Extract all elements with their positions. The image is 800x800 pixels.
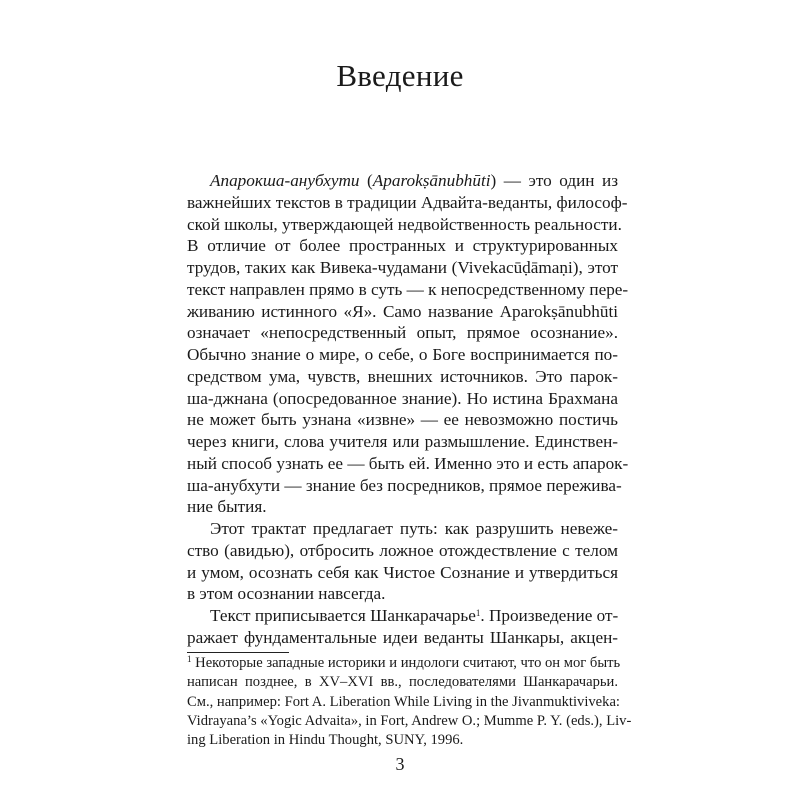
text-line [187,731,618,750]
text-run: ing Liberation in Hindu Thought, SUNY, 1996. [187,732,464,749]
text-line [187,214,622,236]
paragraph [187,518,618,605]
text-run: Некоторые западные историки и индологи считают, что он мог быть [191,655,621,671]
text-line [187,388,618,410]
text-run: ша-джнана (опосредованное знание). Но истина Брахмана [187,388,618,408]
text-run: Апарокша-анубхути [210,171,360,190]
text-line [187,301,618,323]
text-run: В отличие от более пространных и структурированных [187,236,618,256]
text-line [187,257,618,279]
text-run: Vidrayana’s «Yogic Advaita», in Fort, Andrew O.; Mumme P. Y. (eds.), Liv- [187,712,632,729]
text-run: ) — это один из [490,171,618,190]
text-run: . Произведение от- [480,606,619,625]
text-line [187,453,629,475]
text-line [187,673,618,692]
text-line [187,654,621,673]
text-run: Текст приписывается Шанкарачарье [210,606,476,625]
text-line [187,235,618,257]
text-line [187,627,618,649]
paragraph [187,170,629,518]
text-run: ние бытия. [187,497,267,517]
text-run: трудов, таких как Вивека-чудамани (Vivekacūḍāmaṇi), этот [187,258,618,277]
text-line [187,322,618,344]
text-line [187,712,632,731]
chapter-title: Введение [336,58,464,93]
text-run: Обычно знание о мире, о себе, о Боге воспринимается по- [187,345,618,364]
text-line [187,496,618,518]
text-run: написан позднее, в XV–XVI вв., последователями Шанкарачарьи. [187,674,618,691]
text-line [187,693,618,712]
text-run: ( [359,171,373,190]
text-run: ство (авидью), отбросить ложное отождествление с телом [187,540,618,560]
text-line [187,192,628,214]
text-line [187,562,618,584]
text-run: означает «непосредственный опыт, прямое осознание». [187,323,618,343]
text-run: ской школы, утверждающей недвойственность реальности. [187,214,622,234]
text-line [187,366,618,388]
text-run: См., например: Fort A. Liberation While Living in the Jivanmuktiviveka: [187,693,620,710]
text-run: ша-анубхути — знание без посредников, прямое пережива- [187,475,622,495]
text-line [187,431,618,453]
text-line [187,344,618,366]
text-run: живанию истинного «Я». Само название Aparokṣānubhūti [187,301,618,321]
footnote-marker[interactable]: 1 [475,608,481,618]
text-run: текст направлен прямо в суть — к непосредственному пере- [187,279,629,299]
text-run: Этот трактат предлагает путь: как разрушить невеже- [210,519,618,538]
text-line [187,279,629,301]
text-line [187,409,618,431]
footnote-marker[interactable]: 1 [187,654,192,664]
footnote-divider [187,652,289,653]
text-run: в этом осознании навсегда. [187,584,386,604]
text-run: ражает фундаментальные идеи веданты Шанкары, акцен- [187,627,618,647]
text-line [187,605,618,627]
text-run: через книги, слова учителя или размышление. Единствен- [187,432,618,451]
text-run: и умом, осознать себя как Чистое Сознание и утвердиться [187,562,618,582]
text-line [187,540,618,562]
body-text [187,170,629,649]
text-line [187,170,618,192]
text-run: Aparokṣānubhūti [372,171,491,190]
text-run: не может быть узнана «извне» — ее невозможно постичь [187,410,618,430]
text-line [187,475,622,497]
page-number: 3 [395,754,405,774]
paragraph [187,605,618,649]
text-run: важнейших текстов в традиции Адвайта-веданты, философ- [187,192,628,212]
text-line [187,583,618,605]
text-line [187,518,618,540]
footnote [187,654,632,750]
text-run: ный способ узнать ее — быть ей. Именно это и есть апарок- [187,453,629,473]
text-run: средством ума, чувств, внешних источников. Это парок- [187,366,618,386]
